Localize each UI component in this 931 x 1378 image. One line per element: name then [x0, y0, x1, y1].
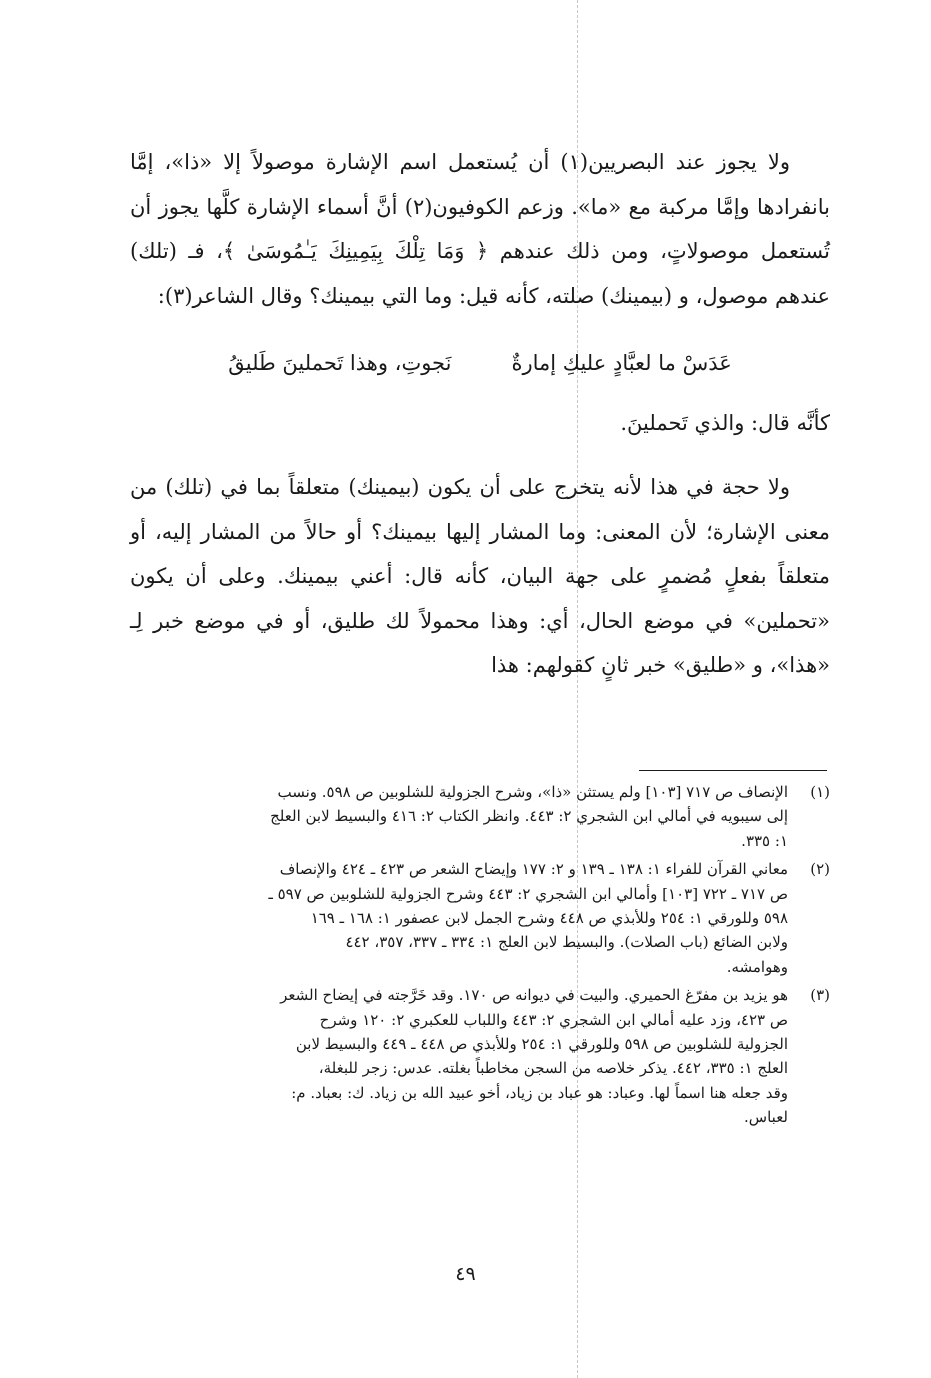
- verse-first-hemistich: عَدَسْ ما لعبَّادٍ عليكِ إمارةٌ: [511, 351, 732, 375]
- text-line: إمَّا بانفرادها وإمَّا مركبة مع «ما». وزعم الكوفيون(٢) أنَّ أسماء الإشارة كلَّها: [130, 150, 830, 219]
- verse-gloss: كأنَّه قال: والذي تَحملينَ.: [620, 410, 830, 435]
- footnote-line: ١: ٣٣٥.: [741, 831, 788, 850]
- footnote-line: وهوامشه.: [726, 957, 788, 976]
- text-line: بيمينك. وعلى أن يكون «تحملين» في موضع الحال، أي: وهذا محمولاً: [130, 564, 830, 633]
- text-line: بيمينك؟ وقال الشاعر(٣):: [157, 283, 376, 308]
- footnote-number: (٢): [810, 860, 830, 879]
- footnote-body: [128, 983, 788, 1129]
- footnote-1: [128, 780, 830, 853]
- footnote-line: ٥٩٨ وللورقي ١: ٢٥٤ وللأبذي ص ٤٤٨ وشرح الجمل لابن عصفور ١: ١٦٨ ـ ١٦٩: [310, 909, 788, 928]
- text-line: ولا حجة في هذا لأنه يتخرج على أن يكون (بيمينك) متعلقاً بما في: [220, 475, 790, 499]
- footnote-3: [128, 983, 830, 1129]
- paragraph-1: [130, 140, 830, 318]
- footnote-line: وقد جعله هنا اسماً لها. وعباد: هو عباد بن زياد، أخو عبيد الله بن زياد. ك: بعباد. م:: [291, 1083, 788, 1102]
- footnote-line: الإنصاف ص ٧١٧ [١٠٣] ولم يستثن «ذا»، وشرح الجزولية للشلوبين ص ٥٩٨. ونسب: [277, 783, 788, 801]
- footnotes: [128, 780, 830, 1134]
- footnote-line: لعباس.: [744, 1108, 788, 1127]
- footnote-line: ولابن الضائع (باب الصلات). والبسيط لابن العلج ١: ٣٣٤ ـ ٣٣٧، ٣٥٧، ٤٤٢: [345, 933, 788, 952]
- page-number: ٤٩: [455, 1263, 476, 1285]
- footnote-line: العلج ١: ٣٣٥، ٤٤٢. يذكر خلاصه من السجن مخاطباً بغلته. عدس: زجر للبغلة،: [318, 1059, 788, 1078]
- poetry-verse: [130, 341, 830, 386]
- text-line: لك طليق، أو في موضع خبر لِـ «هذا»، و «طليق» خبر ثانٍ كقولهم: هذا: [130, 608, 830, 677]
- footnote-line: إلى سيبويه في أمالي ابن الشجري ٢: ٤٤٣. وانظر الكتاب ٢: ٤١٦ والبسيط لابن العلج: [270, 807, 788, 826]
- text-line: ولا يجوز عند البصريين(١) أن يُستعمل اسم الإشارة موصولاً إلا «ذا»،: [164, 150, 790, 174]
- main-text: [130, 140, 830, 688]
- footnote-body: [128, 780, 788, 853]
- footnote-number: (١): [810, 783, 830, 801]
- verse-second-hemistich: نَجوتِ، وهذا تَحملينَ طَليقُ: [228, 351, 452, 375]
- text-line: يَـٰمُوسَىٰ ﴾، فـ (تلك) عندهم موصول، و (بيمينك) صلته، كأنه قيل: وما التي: [130, 239, 830, 308]
- footnote-line: ص ٤٢٣، وزد عليه أمالي ابن الشجري ٢: ٤٤٣ واللباب للعكبري ٢: ١٢٠ وشرح: [319, 1010, 788, 1029]
- text-line: المشار إليه، أو متعلقاً بفعلٍ مُضمرٍ على جهة البيان، كأنه قال: أعني: [130, 519, 830, 588]
- footnote-line: معاني القرآن للفراء ١: ١٣٨ ـ ١٣٩ و ٢: ١٧٧ وإيضاح الشعر ص ٤٢٣ ـ ٤٢٤ والإنصاف: [279, 860, 788, 879]
- text-line: يجوز أن تُستعمل موصولاتٍ، ومن ذلك عندهم ﴿ وَمَا تِلْكَ بِيَمِينِكَ: [130, 194, 831, 263]
- footnote-line: الجزولية للشلوبين ص ٥٩٨ وللورقي ١: ٢٥٤ وللأبذي ص ٤٤٨ ـ ٤٤٩ والبسيط لابن: [295, 1035, 788, 1054]
- footnote-line: هو يزيد بن مفرّغ الحميري. والبيت في ديوانه ص ١٧٠. وقد خَرَّجته في إيضاح الشعر: [280, 986, 788, 1005]
- footnote-separator: [639, 770, 827, 771]
- footnote-line: ص ٧١٧ ـ ٧٢٢ [١٠٣] وأمالي ابن الشجري ٢: ٤٤٣ وشرح الجزولية للشلوبين ص ٥٩٧ ـ: [268, 884, 788, 903]
- footnote-body: [128, 857, 788, 979]
- paragraph-2: [130, 465, 830, 688]
- text-line: (تلك) من معنى الإشارة؛ لأن المعنى: وما المشار إليها بيمينك؟ أو حالاً من: [130, 475, 830, 544]
- footnote-number: (٣): [810, 986, 830, 1005]
- footnote-2: [128, 857, 830, 979]
